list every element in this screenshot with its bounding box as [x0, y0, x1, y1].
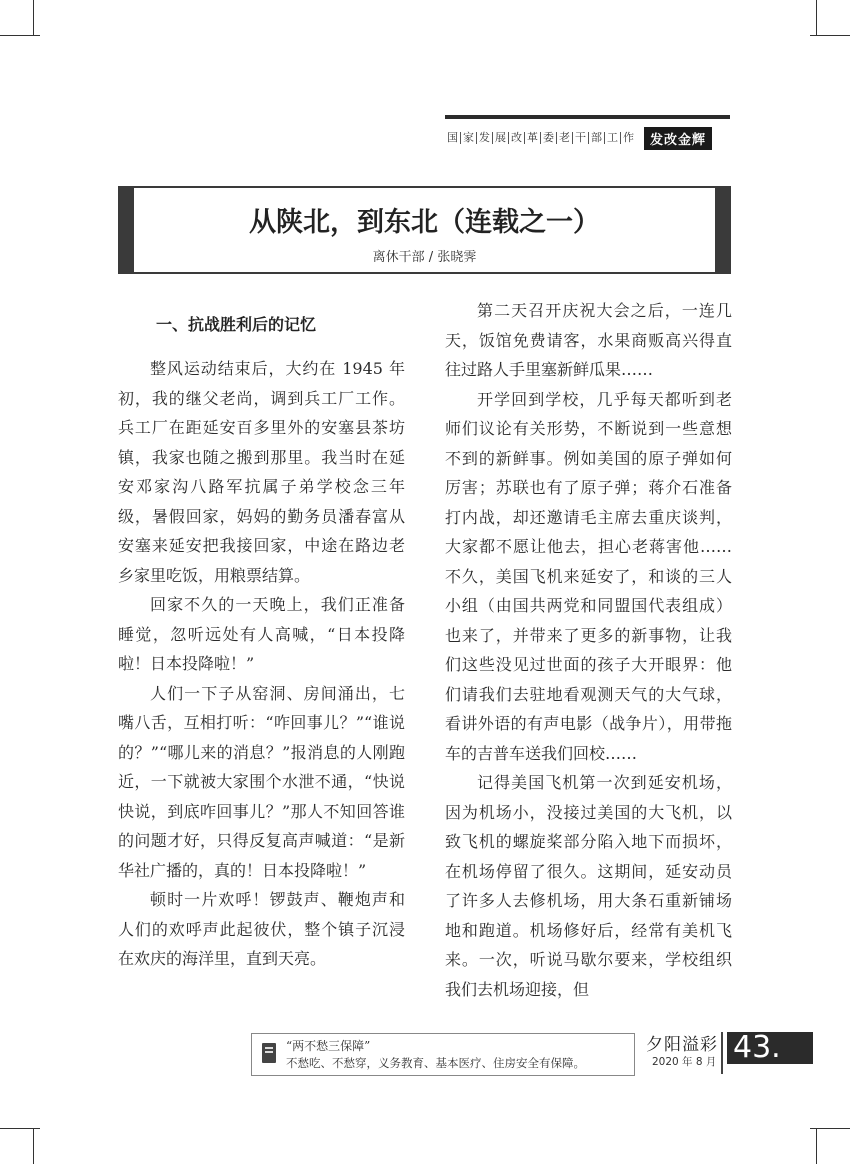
- footer-note-box: [251, 1033, 635, 1076]
- paragraph: 第二天召开庆祝大会之后，一连几天，饭馆免费请客，水果商贩高兴得直往过路人手里塞新鲜瓜果……: [445, 301, 732, 379]
- header-char: 部: [589, 132, 605, 144]
- header-char: 家: [461, 132, 477, 144]
- paragraph: 人们一下子从窑洞、房间涌出，七嘴八舌，互相打听：“咋回事儿？”“谁说的？”“哪儿来的消息？”报消息的人刚跑近，一下就被大家围个水泄不通，“快说快说，到底咋回事儿？”那人不知回答谁的问题才好，只得反复高声喊道：“是新华社广播的，真的！日本投降啦！”: [118, 683, 405, 880]
- crop-mark: [33, 1128, 34, 1164]
- running-header: [445, 128, 712, 148]
- crop-mark: [816, 0, 817, 36]
- left-column: [118, 296, 405, 974]
- title-box: [118, 186, 731, 274]
- paragraph: 顿时一片欢呼！锣鼓声、鞭炮声和人们的欢呼声此起彼伏，整个镇子沉浸在欢庆的海洋里，直到天亮。: [118, 890, 405, 968]
- page-number: 43.: [727, 1032, 813, 1064]
- paragraph: 回家不久的一天晚上，我们正准备睡觉，忽听远处有人高喊，“日本投降啦！日本投降啦！”: [118, 595, 405, 673]
- header-char: 工: [605, 132, 621, 144]
- header-char: 发: [477, 132, 493, 144]
- crop-mark: [810, 1128, 850, 1129]
- issue-date: 2020 年 8 月: [652, 1056, 717, 1068]
- header-char: 改: [509, 132, 525, 144]
- column-brand: 发改金辉: [644, 127, 712, 150]
- article-byline: 离休干部 / 张晓霁: [372, 250, 477, 265]
- paragraph: 整风运动结束后，大约在 1945 年初，我的继父老尚，调到兵工厂工作。兵工厂在距延安百多里外的安塞县茶坊镇，我家也随之搬到那里。我当时在延安邓家沟八路军抗属子弟学校念三年级，暑假回家，妈妈的勤务员潘春富从安塞来延安把我接回家，中途在路边老乡家里吃饭，用粮票结算。: [118, 359, 405, 585]
- crop-mark: [33, 0, 34, 36]
- crop-mark: [816, 1128, 817, 1164]
- magazine-name: 夕阳溢彩: [646, 1035, 718, 1055]
- paragraph: 记得美国飞机第一次到延安机场，因为机场小，没接过美国的大飞机，以致飞机的螺旋桨部分陷入地下而损坏，在机场停留了很久。这期间，延安动员了许多人去修机场，用大条石重新铺场地和跑道。机场修好后，经常有美机飞来。一次，听说马歇尔要来，学校组织我们去机场迎接，但: [445, 773, 732, 999]
- header-char: 干: [573, 132, 589, 144]
- right-column: [445, 296, 732, 1004]
- header-char: 作: [623, 131, 634, 144]
- header-char: 展: [493, 132, 509, 144]
- header-char: 国: [445, 132, 461, 144]
- crop-mark: [0, 35, 40, 36]
- header-rule: [445, 115, 730, 119]
- crop-mark: [810, 35, 850, 36]
- crop-mark: [0, 1128, 40, 1129]
- book-icon: [262, 1043, 276, 1063]
- header-org-name: [445, 132, 636, 144]
- header-char: 老: [557, 132, 573, 144]
- article-title: 从陕北，到东北（连载之一）: [249, 207, 600, 238]
- footer-note-title: “两不愁三保障”: [286, 1039, 371, 1053]
- footer-note-text: 不愁吃、不愁穿，义务教育、基本医疗、住房安全有保障。: [286, 1056, 585, 1070]
- footer-divider: [721, 1032, 723, 1074]
- header-char: 革: [525, 132, 541, 144]
- paragraph: 开学回到学校，几乎每天都听到老师们议论有关形势，不断说到一些意想不到的新鲜事。例如美国的原子弹如何厉害；苏联也有了原子弹；蒋介石准备打内战，却还邀请毛主席去重庆谈判，大家都不愿让他去，担心老蒋害他……不久，美国飞机来延安了，和谈的三人小组（由国共两党和同盟国代表组成）也来了，并带来了更多的新事物，让我们这些没见过世面的孩子大开眼界：他们请我们去驻地看观测天气的大气球，看讲外语的有声电影（战争片），用带拖车的吉普车送我们回校……: [445, 389, 732, 763]
- section-heading: 一、抗战胜利后的记忆: [156, 315, 317, 334]
- header-char: 委: [541, 132, 557, 144]
